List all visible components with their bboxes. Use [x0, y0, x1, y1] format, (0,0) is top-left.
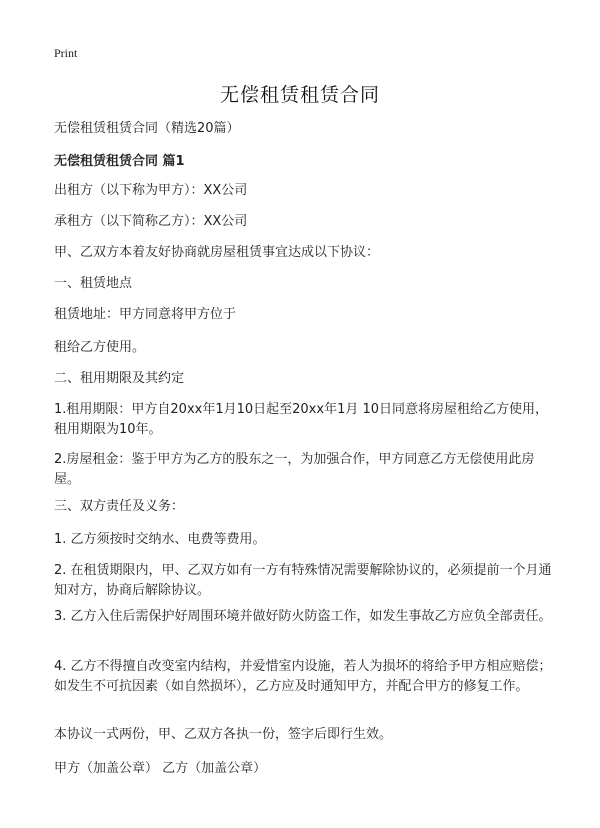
document-title: 无偿租赁租赁合同 — [219, 84, 380, 106]
duty-item-4: 4. 乙方不得擅自改变室内结构，并爱惜室内设施，若人为损坏的将给予甲方相应赔偿；如发生不可抗因素（如自然损坏），乙方应及时通知甲方，并配合甲方的修复工作。 — [54, 659, 552, 694]
print-label: Print — [54, 46, 78, 60]
heading-location: 一、租赁地点 — [54, 276, 133, 291]
heading-duties: 三、双方责任及义务： — [54, 499, 185, 514]
duty-item-1: 1. 乙方须按时交纳水、电费等费用。 — [54, 532, 266, 547]
signature-line: 甲方（加盖公章） 乙方（加盖公章） — [54, 761, 267, 776]
heading-term: 二、租用期限及其约定 — [54, 371, 185, 386]
paragraph-address: 租赁地址：甲方同意将甲方位于 — [54, 307, 237, 322]
paragraph-lease-to: 租给乙方使用。 — [54, 340, 146, 355]
paragraph-rent: 2.房屋租金：鉴于甲方为乙方的股东之一，为加强合作，甲方同意乙方无偿使用此房屋。 — [54, 452, 535, 487]
paragraph-lessor: 出租方（以下称为甲方）：XX公司 — [54, 183, 248, 198]
paragraph-term: 1.租用期限：甲方自20xx年1月10日起至20xx年1月 10日同意将房屋租给乙方使用，租用期限为10年。 — [54, 402, 549, 437]
section-heading: 无偿租赁租赁合同 篇1 — [54, 154, 185, 169]
duty-item-2: 2. 在租赁期限内，甲、乙双方如有一方有特殊情况需要解除协议的，必须提前一个月通知对方，协商后解除协议。 — [54, 563, 552, 598]
duty-item-3: 3. 乙方入住后需保护好周围环境并做好防火防盗工作，如发生事故乙方应负全部责任。 — [54, 609, 552, 624]
paragraph-lessee: 承租方（以下简称乙方）：XX公司 — [54, 214, 248, 229]
paragraph-effect: 本协议一式两份，甲、乙双方各执一份，签字后即行生效。 — [54, 727, 393, 742]
document-subtitle: 无偿租赁租赁合同（精选20篇） — [54, 121, 240, 136]
paragraph-agreement-intro: 甲、乙双方本着友好协商就房屋租赁事宜达成以下协议： — [54, 245, 380, 260]
